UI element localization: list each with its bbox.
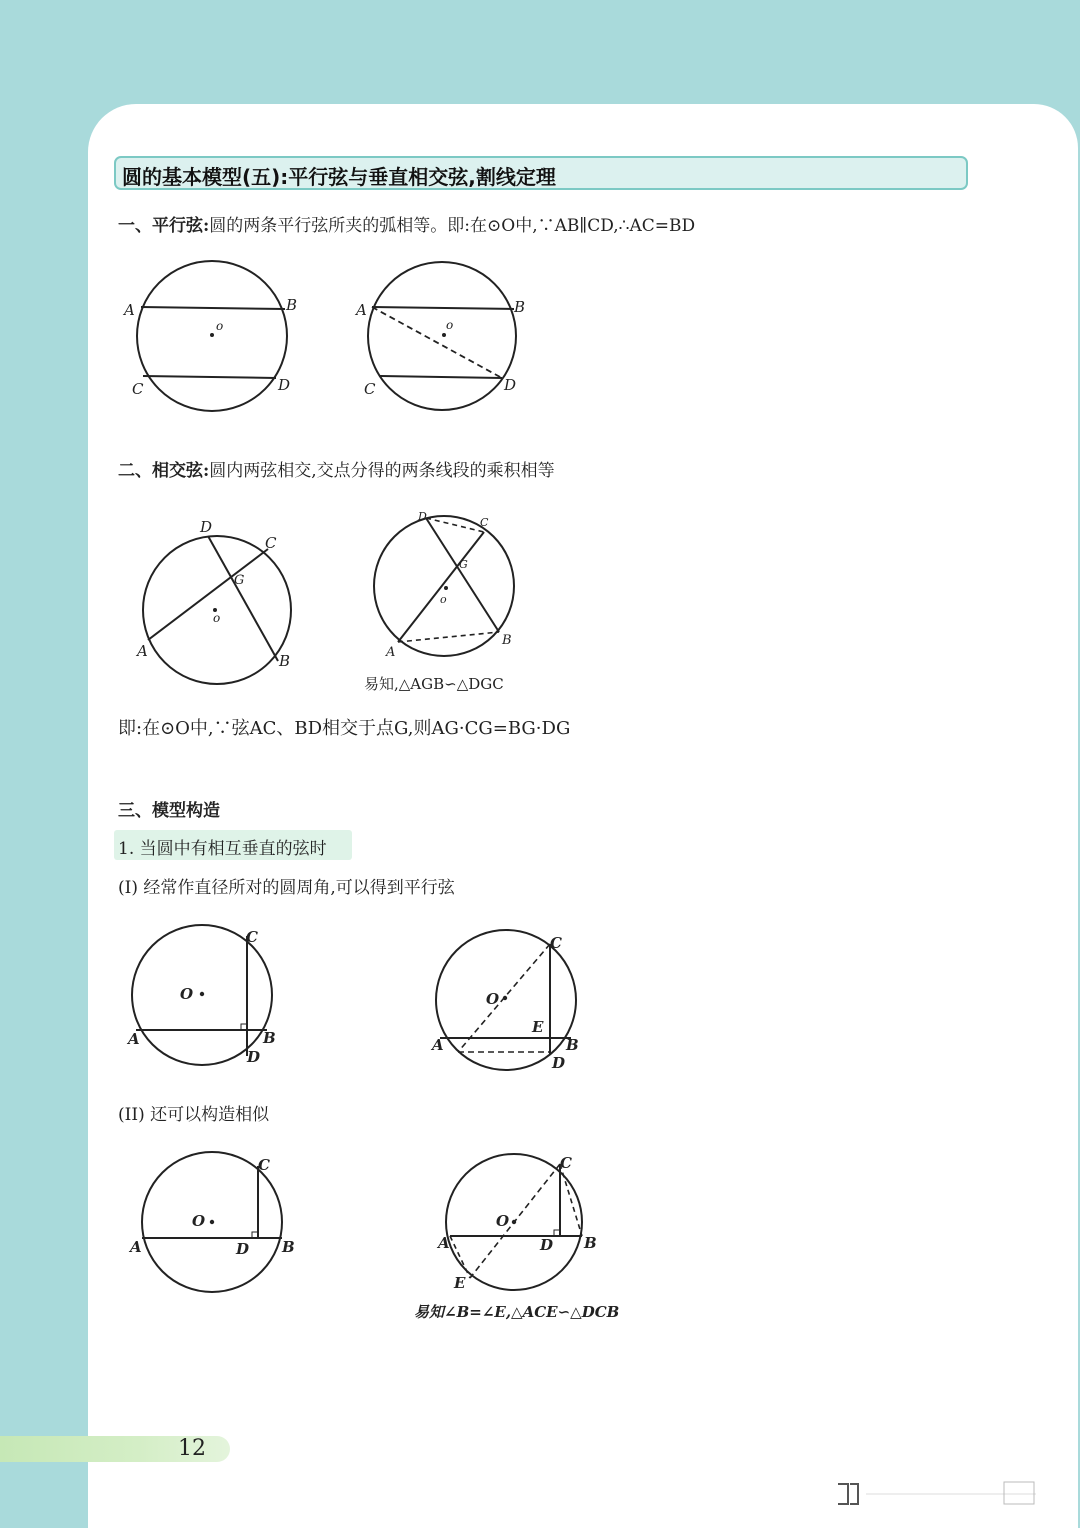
section2-conclusion: 即:在⊙O中,∵弦AC、BD相交于点G,则AG·CG=BG·DG <box>118 718 571 739</box>
center-label-o: O <box>192 1212 206 1230</box>
intersection-label-g: G <box>234 573 245 588</box>
point-label-e: E <box>454 1274 466 1292</box>
point-label-b: B <box>584 1234 597 1252</box>
point-label-a: A <box>128 1030 140 1048</box>
point-label-a: A <box>386 645 396 660</box>
point-label-b: B <box>279 652 291 670</box>
point-label-c: C <box>265 534 277 552</box>
point-label-c: C <box>560 1154 572 1172</box>
perpendicular-chords-figure-2 <box>426 924 606 1079</box>
figure-caption-similar-triangles: 易知,△AGB∽△DGC <box>364 675 504 693</box>
point-label-c: C <box>480 516 489 529</box>
point-label-b: B <box>502 633 512 648</box>
subheading-highlight <box>114 830 352 860</box>
point-label-b: B <box>286 296 298 314</box>
intersecting-chords-figure-1 <box>128 514 318 689</box>
center-label-o: o <box>440 593 447 606</box>
point-label-c: C <box>246 928 258 946</box>
point-label-c: C <box>364 380 376 398</box>
section3-subheading: 1. 当圆中有相互垂直的弦时 <box>118 839 327 859</box>
figure-caption-angle-similarity: 易知∠B=∠E,△ACE∽△DCB <box>414 1303 620 1321</box>
intersecting-chords-figure-2 <box>362 508 552 683</box>
page-title: 圆的基本模型(五):平行弦与垂直相交弦,割线定理 <box>122 165 556 189</box>
point-label-b: B <box>514 298 526 316</box>
point-label-d: D <box>552 1054 566 1072</box>
point-label-d: D <box>200 518 213 536</box>
section2-text: 圆内两弦相交,交点分得的两条线段的乘积相等 <box>209 461 555 481</box>
part2-text: (II) 还可以构造相似 <box>118 1105 270 1125</box>
point-label-a: A <box>124 301 135 319</box>
point-label-b: B <box>566 1036 579 1054</box>
point-label-c: C <box>132 380 144 398</box>
point-label-c: C <box>550 934 562 952</box>
center-label-o: O <box>180 985 194 1003</box>
section2-heading: 二、相交弦: <box>118 461 210 481</box>
page-view-icon[interactable] <box>838 1484 858 1504</box>
point-label-a: A <box>432 1036 444 1054</box>
center-label-o: o <box>446 318 454 332</box>
similar-triangles-figure-2 <box>434 1150 614 1300</box>
section1-heading: 一、平行弦: <box>118 216 210 236</box>
center-label-o: o <box>216 319 224 333</box>
similar-triangles-figure-1 <box>126 1148 306 1298</box>
center-label-o: o <box>213 611 221 625</box>
part1-text: (I) 经常作直径所对的圆周角,可以得到平行弦 <box>118 878 455 898</box>
section1-line <box>118 211 695 236</box>
point-label-d: D <box>236 1240 250 1258</box>
point-label-a: A <box>130 1238 142 1256</box>
point-label-e: E <box>532 1018 544 1036</box>
point-label-d: D <box>278 376 291 394</box>
point-label-b: B <box>282 1238 295 1256</box>
section3-heading: 三、模型构造 <box>118 801 220 821</box>
section1-text: 圆的两条平行弦所夹的弧相等。即:在⊙O中,∵AB∥CD,∴AC=BD <box>209 216 696 236</box>
point-label-d: D <box>247 1048 261 1066</box>
parallel-chords-figure-1 <box>118 252 318 422</box>
scroll-track-icon[interactable] <box>866 1482 1036 1504</box>
point-label-a: A <box>438 1234 450 1252</box>
title-banner <box>114 156 968 190</box>
point-label-b: B <box>263 1029 276 1047</box>
center-label-o: O <box>486 990 500 1008</box>
center-label-o: O <box>496 1212 510 1230</box>
point-label-c: C <box>258 1156 270 1174</box>
perpendicular-chords-figure-1 <box>122 920 292 1070</box>
reader-toolbar <box>836 1478 1036 1508</box>
point-label-d: D <box>540 1236 554 1254</box>
point-label-a: A <box>356 301 367 319</box>
point-label-a: A <box>137 642 148 660</box>
section2-line <box>118 456 555 481</box>
parallel-chords-figure-2 <box>352 252 552 422</box>
point-label-d: D <box>418 510 427 523</box>
point-label-d: D <box>504 376 517 394</box>
intersection-label-g: G <box>459 558 468 571</box>
page-number: 12 <box>178 1436 206 1461</box>
